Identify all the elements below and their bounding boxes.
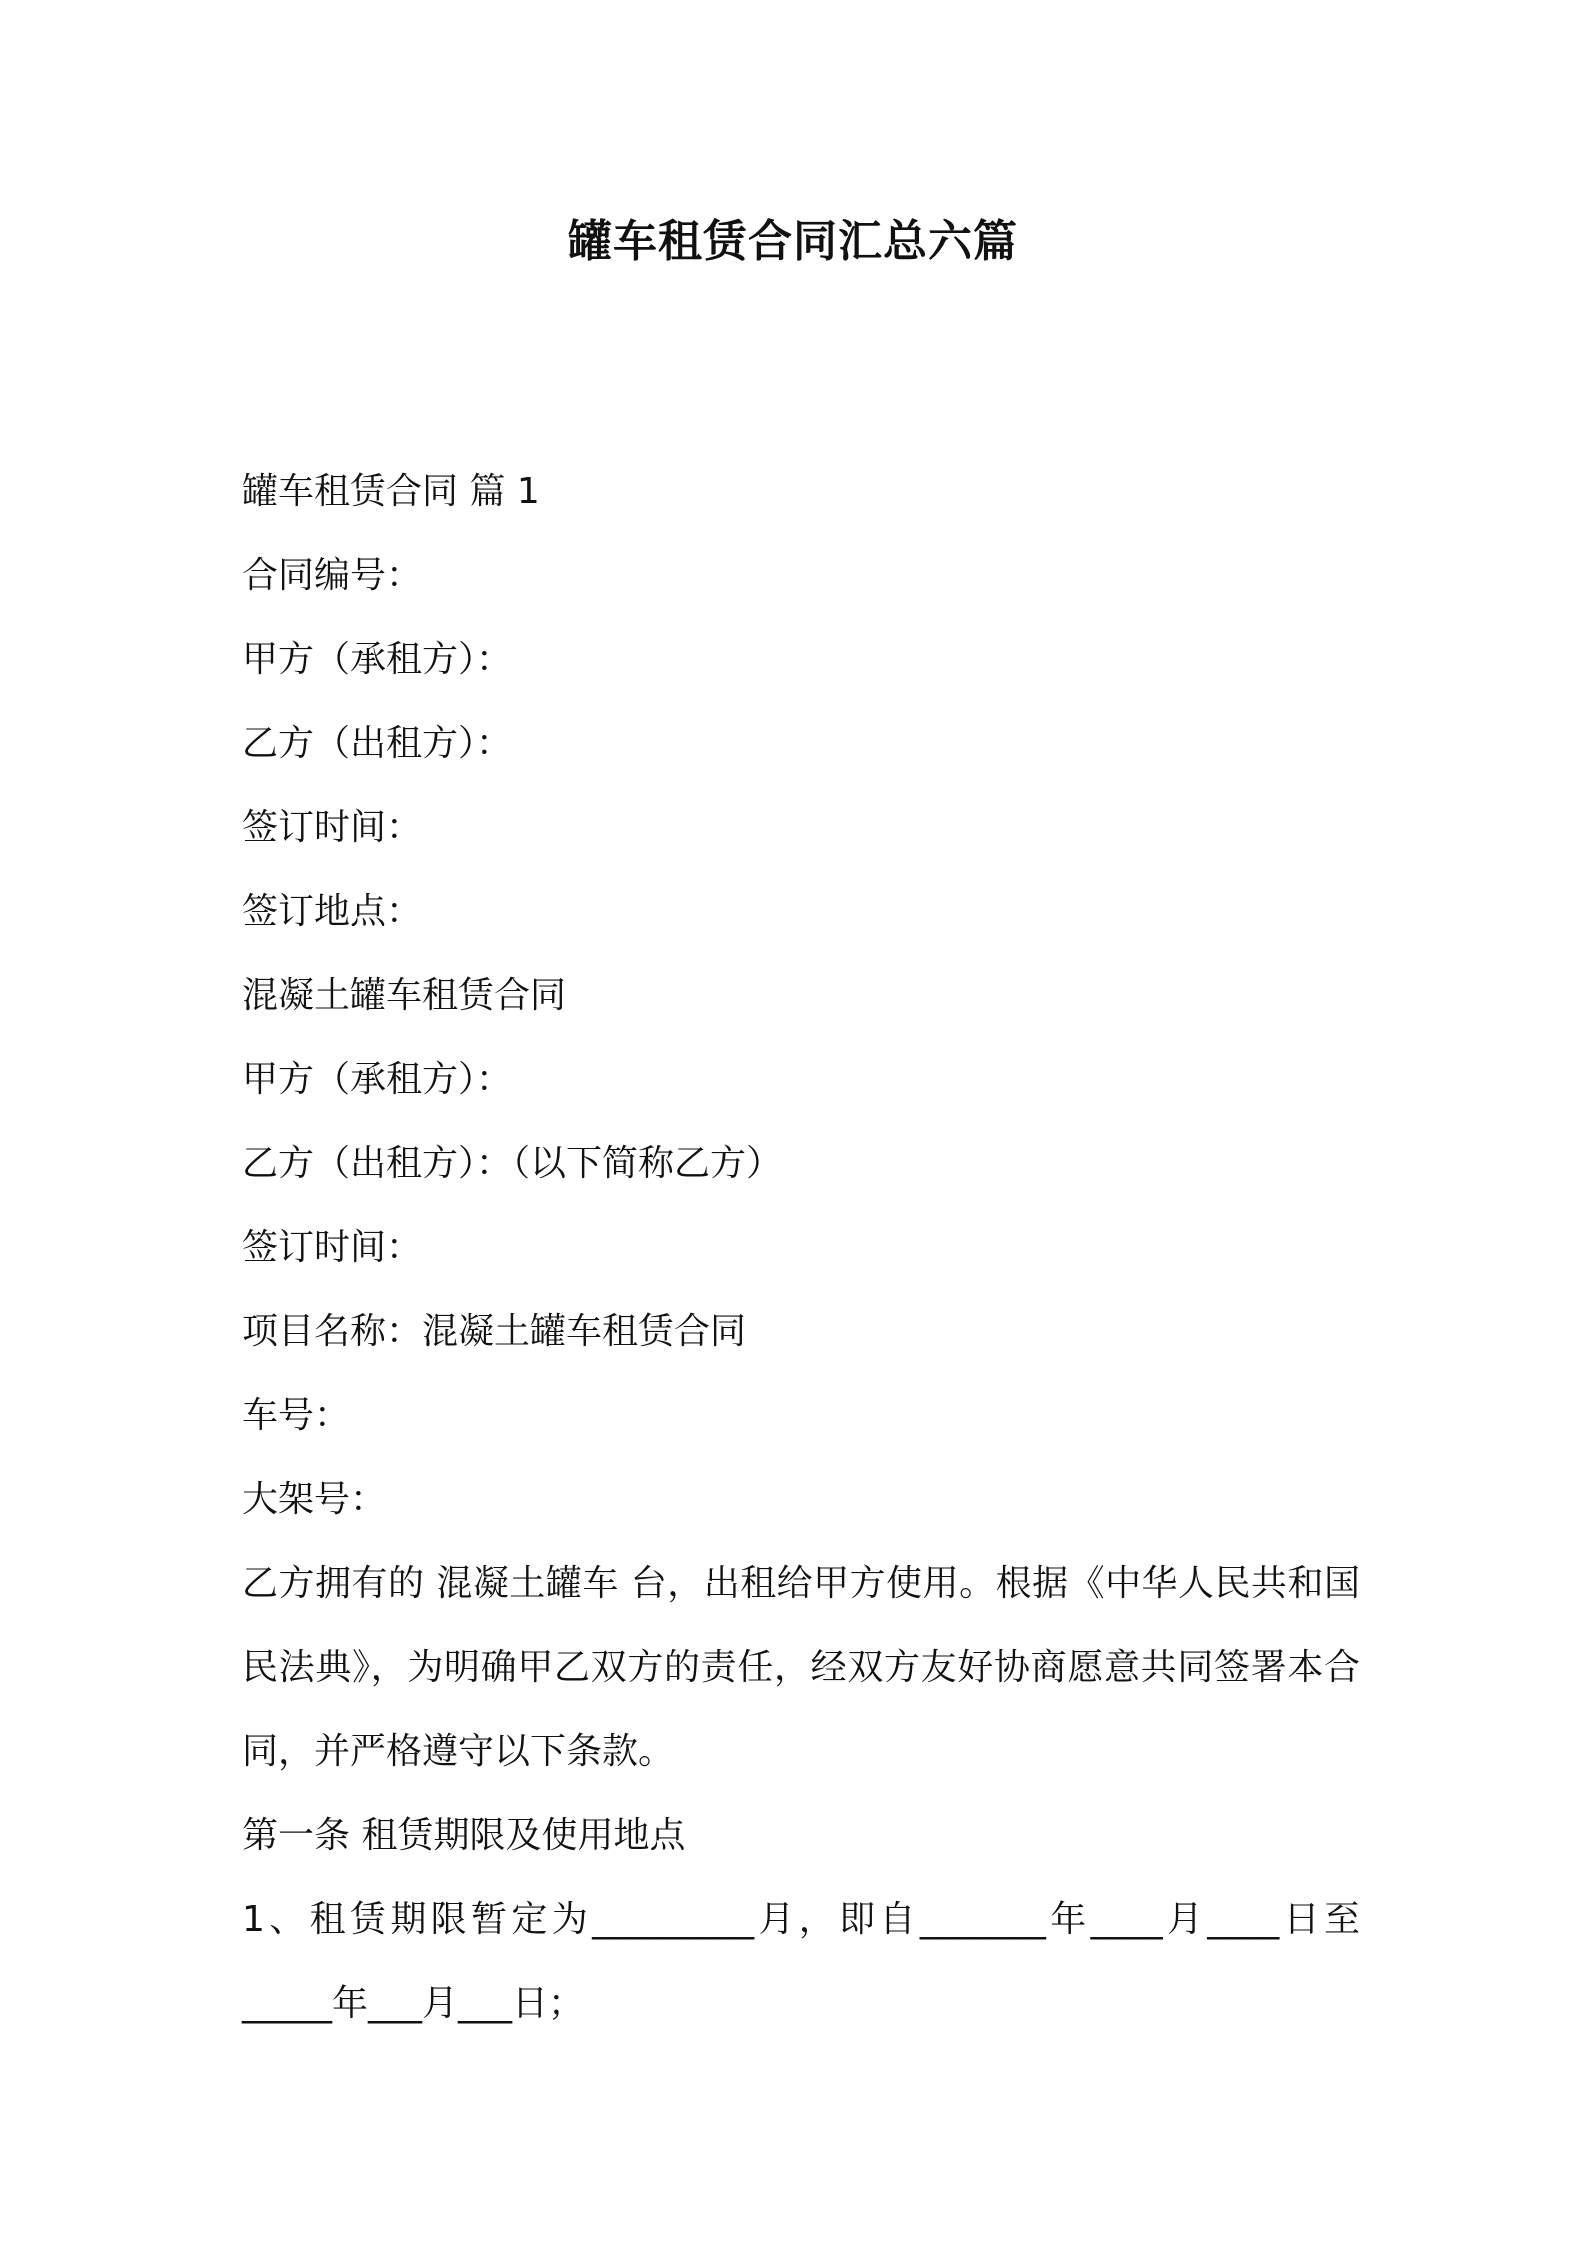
party-b-line: 乙方（出租方）： (242, 723, 513, 764)
document-title: 罐车租赁合同汇总六篇 (568, 216, 1018, 267)
article-1-heading: 第一条 租赁期限及使用地点 (242, 1815, 686, 1856)
frame-number-line: 大架号： (242, 1479, 387, 1520)
party-a-line-2: 甲方（承租方）： (242, 1059, 513, 1100)
document-body (242, 450, 1360, 2046)
clause-1-paragraph: 1、租赁期限暂定为_________月，即自_______年____月____日至_____年___月___日； (242, 1899, 1360, 2024)
signing-time-line: 签订时间： (242, 807, 423, 848)
signing-time-line-2: 签订时间： (242, 1227, 423, 1268)
contract-part-heading: 罐车租赁合同 篇 1 (242, 471, 540, 512)
project-name-line: 项目名称：混凝土罐车租赁合同 (242, 1311, 747, 1352)
contract-subtitle: 混凝土罐车租赁合同 (242, 975, 567, 1016)
signing-place-line: 签订地点： (242, 891, 423, 932)
contract-number-line: 合同编号： (242, 555, 423, 596)
party-b-line-2: 乙方（出租方）：（以下简称乙方） (242, 1143, 783, 1184)
intro-paragraph: 乙方拥有的 混凝土罐车 台，出租给甲方使用。根据《中华人民共和国民法典》，为明确甲乙双方的责任，经双方友好协商愿意共同签署本合同，并严格遵守以下条款。 (242, 1563, 1360, 1772)
party-a-line: 甲方（承租方）： (242, 639, 513, 680)
vehicle-number-line: 车号： (242, 1395, 351, 1436)
